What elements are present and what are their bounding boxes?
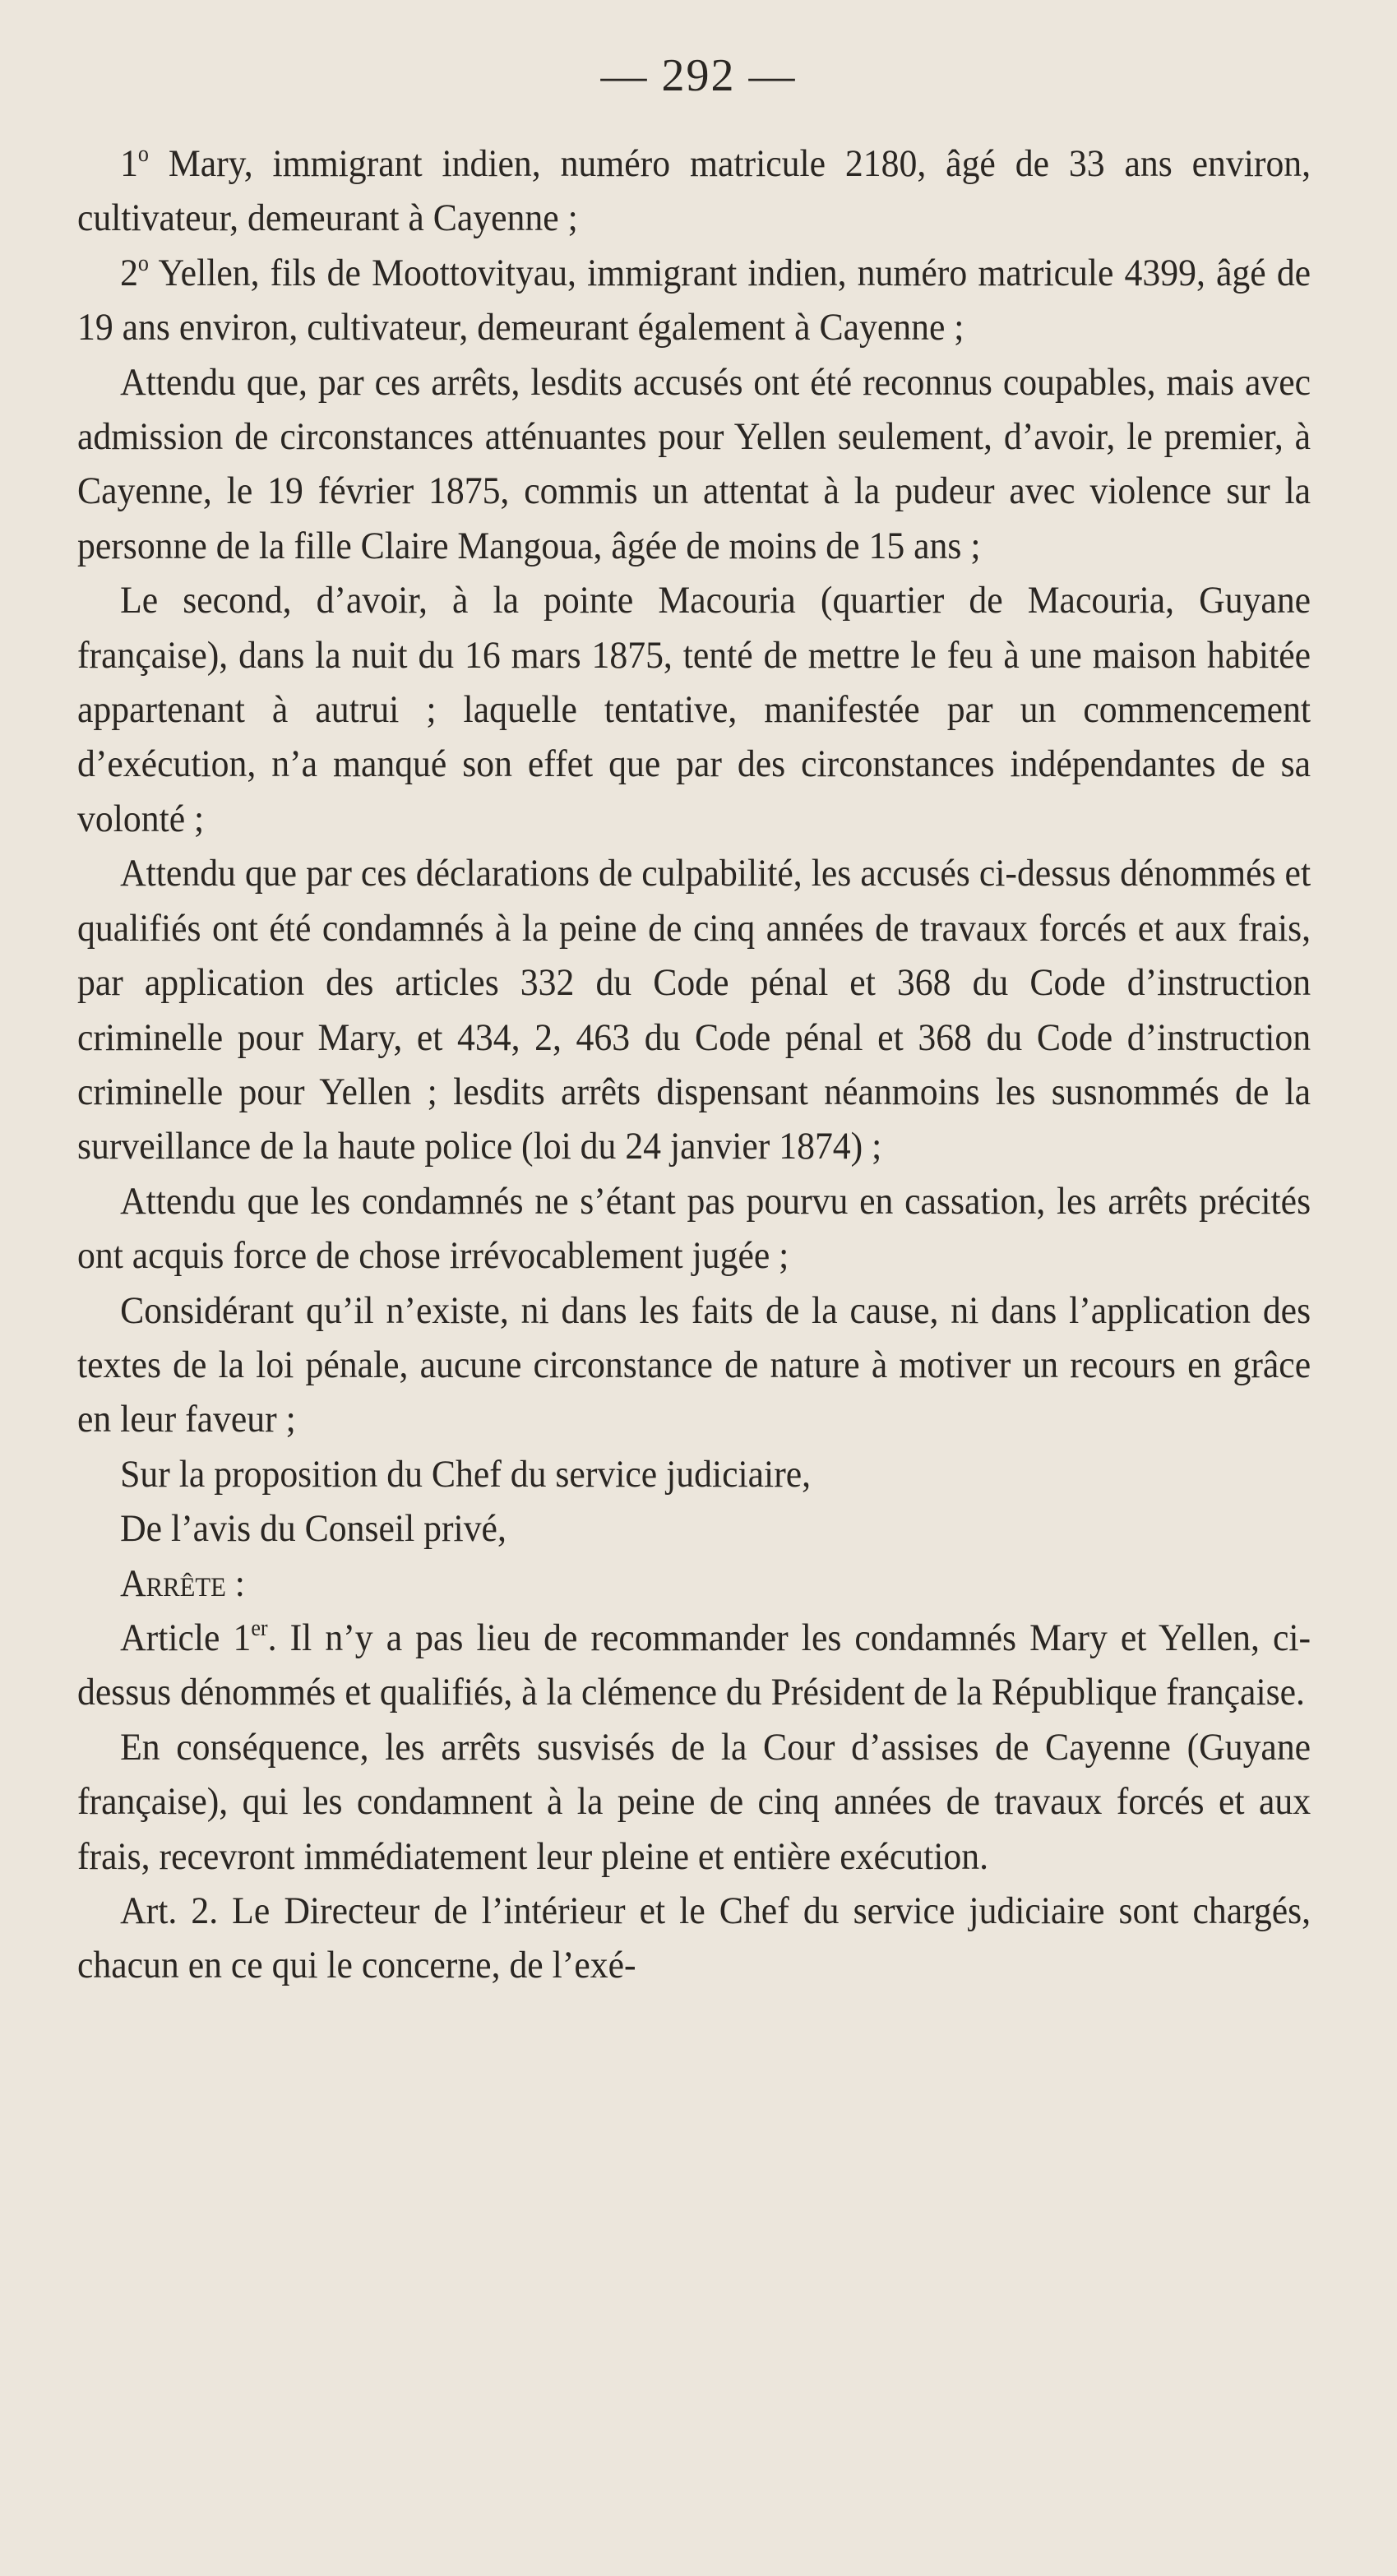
body-text <box>77 136 1311 1993</box>
paragraph-article-1 <box>77 1611 1311 1720</box>
page-number: — 292 — <box>600 50 797 101</box>
paragraph-avis: De l’avis du Conseil privé, <box>120 1507 507 1551</box>
heading-arrete: Arrête : <box>120 1561 245 1605</box>
paragraph-attendu-3: Attendu que les condamnés ne s’étant pas pourvu en cassation, les arrêts précités ont acquis force de chose irrévocablement jugée ; <box>77 1179 1311 1278</box>
item-ordinal: o <box>137 141 149 167</box>
paragraph-item-1 <box>77 136 1311 246</box>
paragraph-attendu-2: Attendu que par ces déclarations de culpabilité, les accusés ci-dessus dénommés et qualifiés ont été condamnés à la peine de cinq années de travaux forcés et aux frais, par application des articles 332 du Code pénal et 368 du Code d’instruction criminelle pour Mary, et 434, 2, 463 du Code pénal et 368 du Code d’instruction criminelle pour Yellen ; lesdits arrêts dispensant néanmoins les susnommés de la surveillance de la haute police (loi du 24 janvier 1874) ; <box>77 852 1311 1168</box>
paragraph-text: Mary, immigrant indien, numéro matricule 2180, âgé de 33 ans environ, cultivateur, demeurant à Cayenne ; <box>77 142 1311 240</box>
item-number: 1 <box>120 142 138 185</box>
paragraph-attendu-1: Attendu que, par ces arrêts, lesdits accusés ont été reconnus coupables, mais avec admission de circonstances atténuantes pour Yellen seulement, d’avoir, le premier, à Cayenne, le 19 février 1875, commis un attentat à la pudeur avec violence sur la personne de la fille Claire Mangoua, âgée de moins de 15 ans ; <box>77 360 1311 567</box>
article-ordinal: er <box>251 1615 268 1641</box>
paragraph-article-2: Art. 2. Le Directeur de l’intérieur et le Chef du service judiciaire sont chargés, chacun en ce qui le concerne, de l’exé- <box>77 1889 1311 1987</box>
paragraph-text: Yellen, fils de Moottovityau, immigrant indien, numéro matricule 4399, âgé de 19 ans environ, cultivateur, demeurant également à Cayenne ; <box>77 251 1311 349</box>
paragraph-item-2 <box>77 246 1311 355</box>
paragraph-consequence: En conséquence, les arrêts susvisés de la Cour d’assises de Cayenne (Guyane française), qui les condamnent à la peine de cinq années de travaux forcés et aux frais, recevront immédiatement leur pleine et entière exécution. <box>77 1725 1311 1878</box>
paragraph-text: . Il n’y a pas lieu de recommander les condamnés Mary et Yellen, ci-dessus dénommés et qualifiés, à la clémence du Président de la République française. <box>77 1616 1311 1714</box>
paragraph-proposition: Sur la proposition du Chef du service judiciaire, <box>120 1452 812 1496</box>
item-number: 2 <box>120 251 138 294</box>
paragraph-considerant: Considérant qu’il n’existe, ni dans les faits de la cause, ni dans l’application des textes de la loi pénale, aucune circonstance de nature à motiver un recours en grâce en leur faveur ; <box>77 1288 1311 1441</box>
article-label: Article 1 <box>120 1616 252 1659</box>
item-ordinal: o <box>137 250 149 276</box>
paragraph-le-second: Le second, d’avoir, à la pointe Macouria (quartier de Macouria, Guyane française), dans la nuit du 16 mars 1875, tenté de mettre le feu à une maison habitée appartenant à autrui ; laquelle tentative, manifestée par un commencement d’exécution, n’a manqué son effet que par des circonstances indépendantes de sa volonté ; <box>77 579 1311 840</box>
